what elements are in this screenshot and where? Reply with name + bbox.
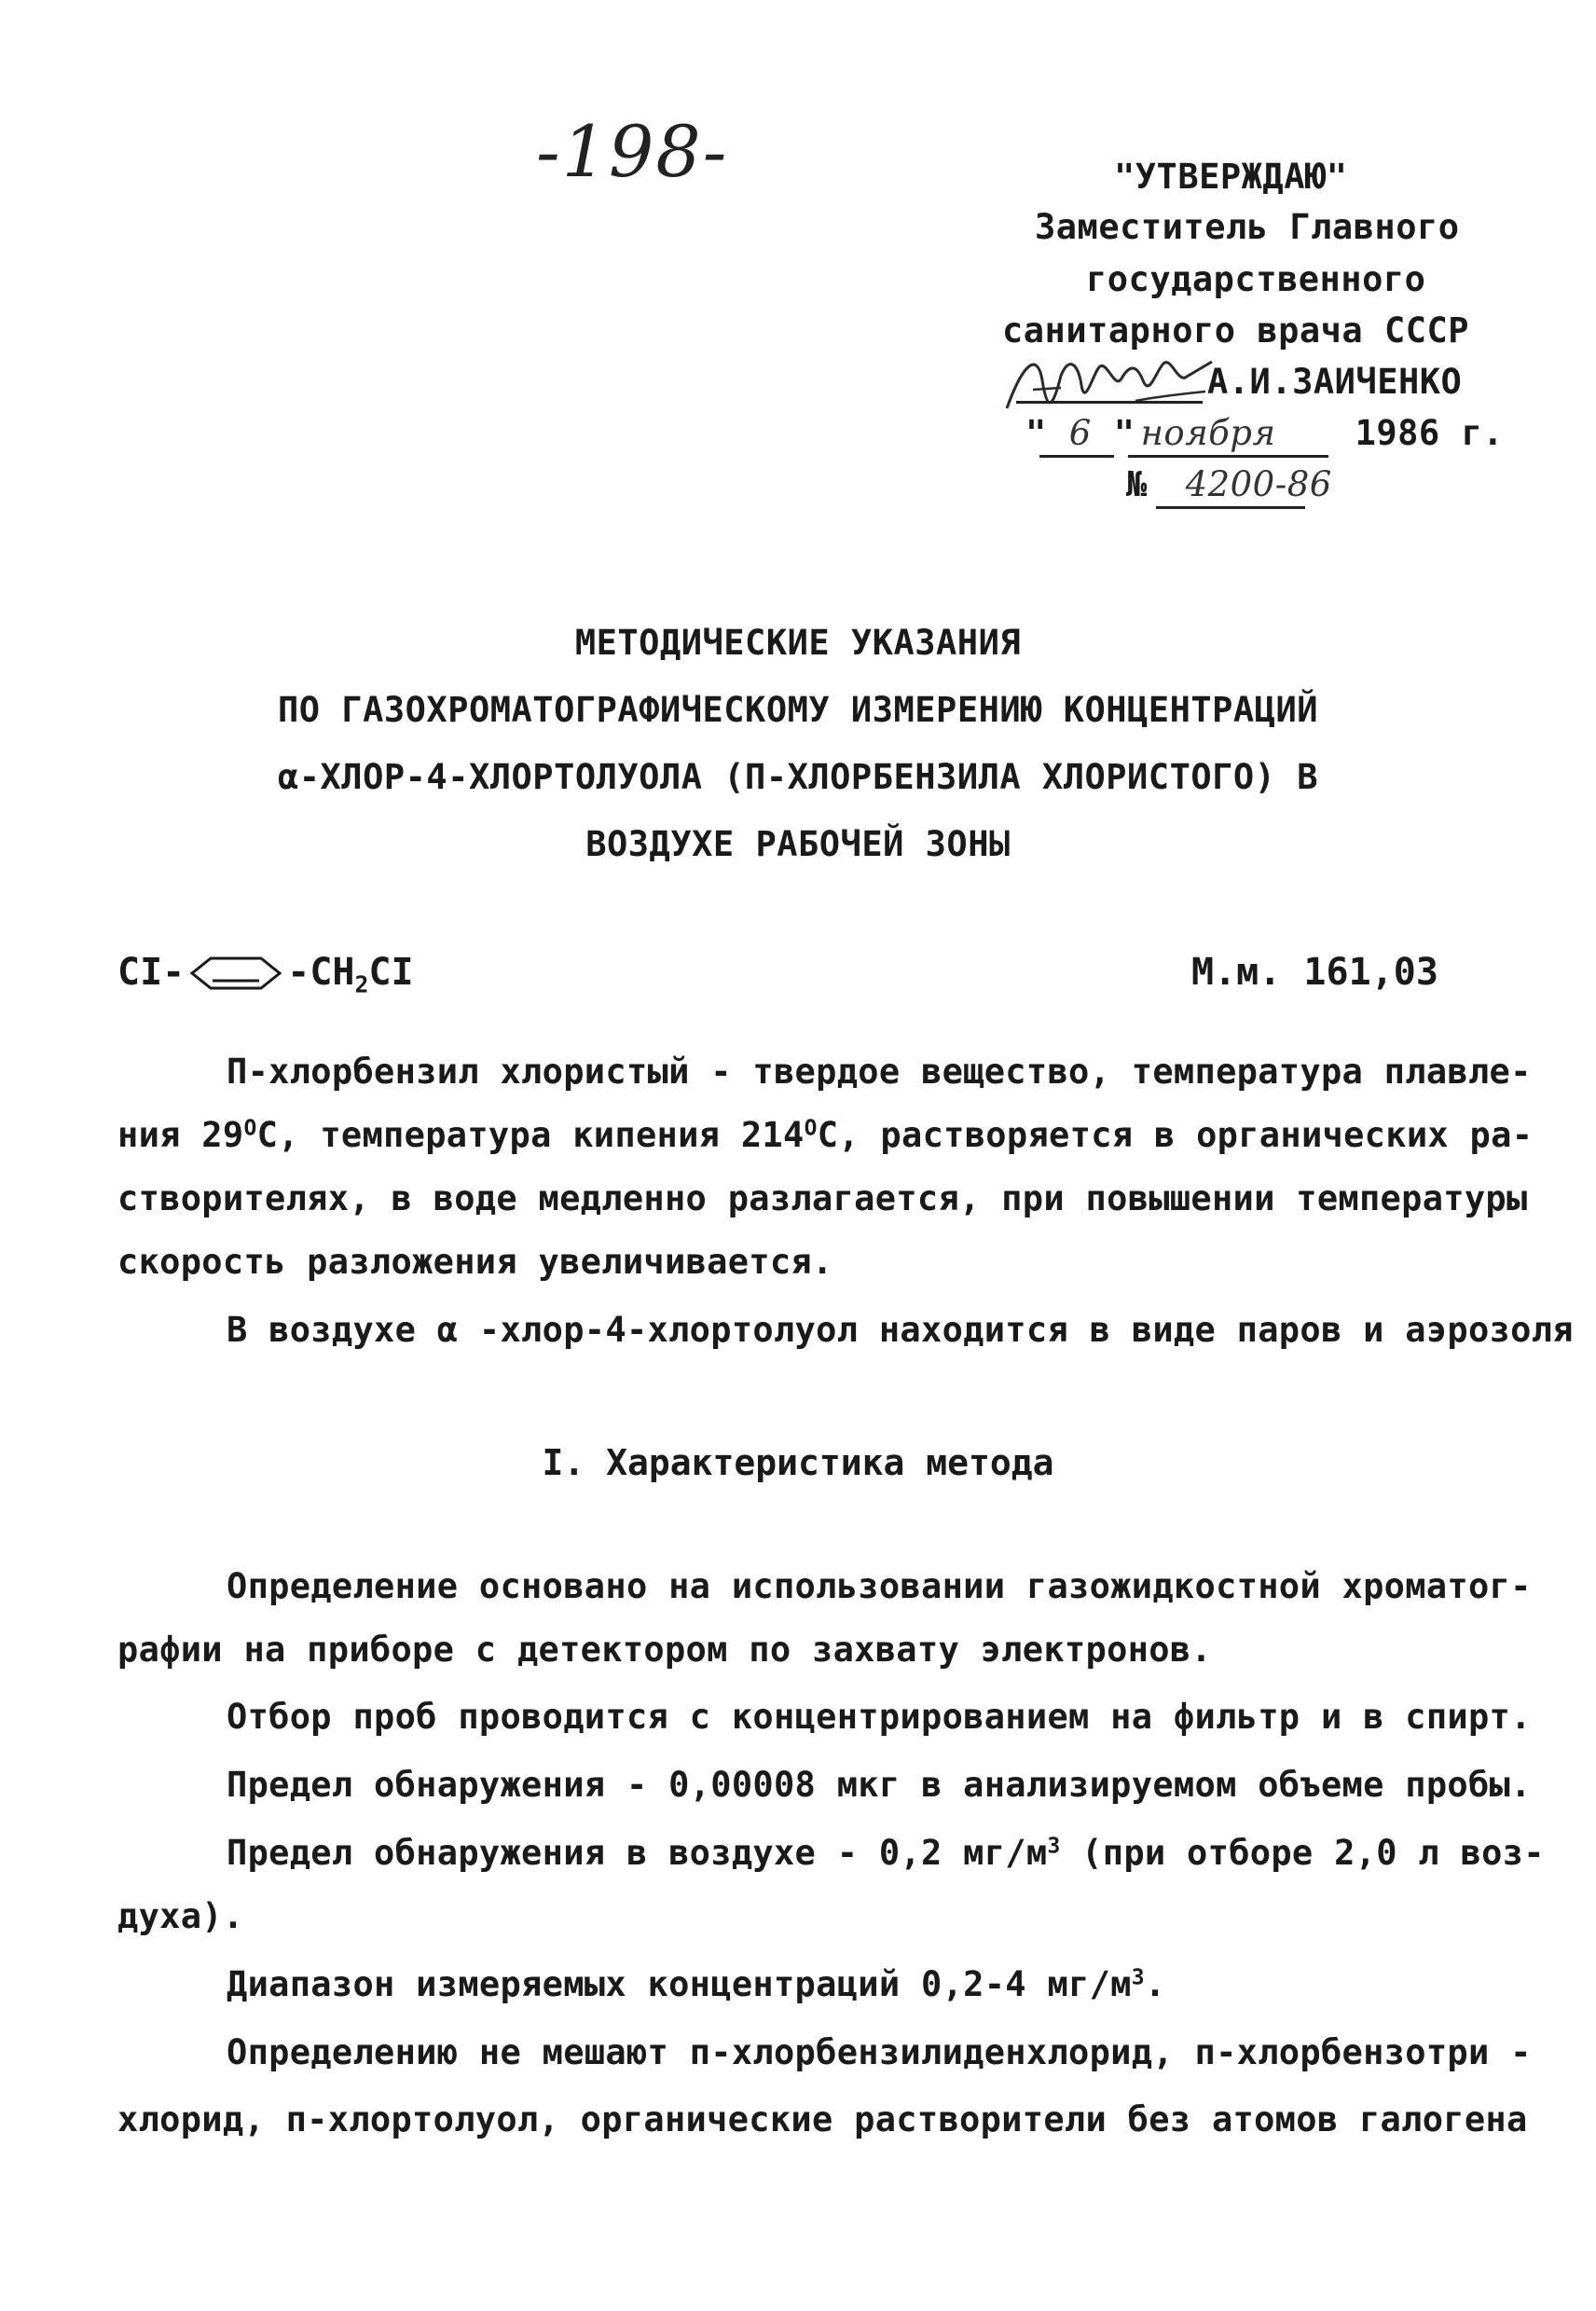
intro-line-2-part-c: С, растворяется в органических ра- (817, 1115, 1534, 1155)
degree-superscript-1: О (243, 1116, 257, 1141)
intro-line-3: створителях, в воде медленно разлагается, при повышении температуры (117, 1178, 1528, 1218)
section-line-6: духа). (117, 1896, 244, 1936)
intro-line-4: скорость разложения увеличивается. (117, 1242, 833, 1282)
section-line-1: Определение основано на использовании газожидкостной хроматог- (227, 1566, 1532, 1606)
structural-formula (117, 951, 414, 998)
section-line-5 (227, 1833, 1545, 1873)
approval-position-line1: Заместитель Главного (1035, 207, 1460, 247)
section-line-8: Определению не мешают п-хлорбензилиденхлорид, п-хлорбензотри - (227, 2032, 1532, 2072)
title-line-1: МЕТОДИЧЕСКИЕ УКАЗАНИЯ (574, 623, 1022, 663)
section-line-2: рафии на приборе с детектором по захвату электронов. (117, 1630, 1212, 1670)
intro-line-2-part-a: ния 29 (117, 1115, 244, 1155)
intro-paragraph-2: В воздухе α -хлор-4-хлортолуол находится в виде паров и аэрозоля (227, 1310, 1574, 1350)
formula-right-end: CI (368, 951, 414, 994)
approval-date (1025, 413, 1504, 453)
degree-superscript-2: О (804, 1116, 818, 1141)
section-line-9: хлорид, п-хлортолуол, органические растворители без атомов галогена (117, 2099, 1528, 2139)
cubic-superscript-2: 3 (1131, 1965, 1145, 1990)
number-underline (1156, 506, 1305, 509)
section-heading: I. Характеристика метода (542, 1442, 1054, 1483)
intro-line-2-part-b: С, температура кипения 214 (256, 1115, 805, 1155)
section-line-3: Отбор проб проводится с концентрированием на фильтр и в спирт. (227, 1697, 1532, 1737)
date-month: ноября (1140, 413, 1276, 453)
intro-line-1: П-хлорбензил хлористый - твердое вещество, температура плавле- (227, 1052, 1532, 1092)
number-value: 4200-86 (1185, 464, 1332, 504)
section-line-5-part-a: Предел обнаружения в воздухе - 0,2 мг/м (227, 1833, 1048, 1873)
date-day-underline (1039, 455, 1114, 458)
approval-title: "УТВЕРЖДАЮ" (1114, 157, 1348, 197)
date-open-quote: " (1025, 413, 1047, 453)
molecular-mass: М.м. 161,03 (1191, 951, 1438, 994)
date-day: 6 (1068, 413, 1092, 453)
section-line-4: Предел обнаружения - 0,00008 мкг в анализируемом объеме пробы. (227, 1765, 1532, 1805)
handwritten-signature (996, 343, 1219, 418)
formula-subscript: 2 (354, 970, 369, 998)
title-line-4: ВОЗДУХЕ РАБОЧЕЙ ЗОНЫ (585, 824, 1011, 864)
section-line-7-part-b: . (1144, 1964, 1166, 2004)
title-line-2: ПО ГАЗОХРОМАТОГРАФИЧЕСКОМУ ИЗМЕРЕНИЮ КОНЦЕНТРАЦИЙ (277, 690, 1319, 730)
intro-line-2 (117, 1115, 1533, 1155)
cubic-superscript-1: 3 (1047, 1834, 1061, 1859)
date-year: 1986 г. (1355, 413, 1504, 453)
approver-name: А.И.ЗАИЧЕНКО (1207, 362, 1463, 402)
benzene-ring-icon (185, 955, 287, 992)
title-line-3: α-ХЛОР-4-ХЛОРТОЛУОЛА (П-ХЛОРБЕНЗИЛА ХЛОРИСТОГО) В (277, 757, 1319, 797)
formula-right: -CH (287, 951, 355, 994)
page-number: -198- (536, 110, 729, 193)
approval-position-line2: государственного (1086, 259, 1426, 299)
number-sign: № (1126, 464, 1148, 504)
signature-underline (1016, 401, 1203, 404)
section-line-7-part-a: Диапазон измеряемых концентраций 0,2-4 мг/м (227, 1964, 1132, 2004)
date-close-quote: " (1113, 413, 1135, 453)
approval-number (1126, 464, 1332, 504)
date-month-underline (1128, 455, 1328, 458)
section-line-5-part-b: (при отборе 2,0 л воз- (1060, 1833, 1545, 1873)
formula-left: CI- (117, 951, 186, 994)
approval-position-line3: санитарного врача СССР (1002, 310, 1470, 351)
section-line-7 (227, 1964, 1165, 2004)
